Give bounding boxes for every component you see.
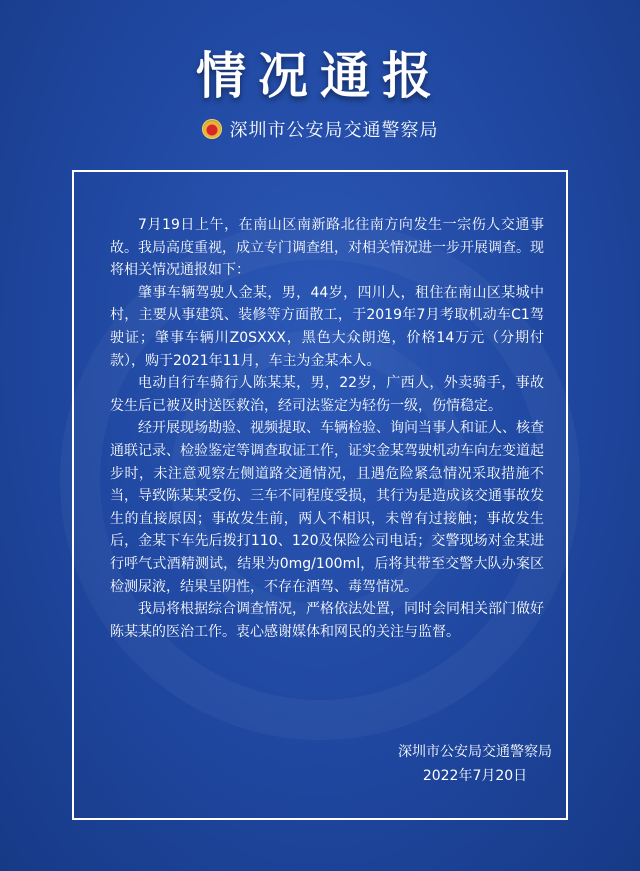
paragraph-5: 我局将根据综合调查情况，严格依法处置，同时会同相关部门做好陈某某的医治工作。衷心感谢媒体和网民的关注与监督。 bbox=[110, 601, 544, 640]
notice-title: 情况通报 bbox=[196, 46, 444, 105]
paragraph-2: 肇事车辆驾驶人金某，男，44岁，四川人，租住在南山区某城中村，主要从事建筑、装修等方面散工，于2019年7月考取机动车C1驾驶证；肇事车辆川Z0SXXX，黑色大众朗逸，价格14万元（分期付款），购于2021年11月，车主为金某本人。 bbox=[110, 284, 544, 369]
issuer-line bbox=[0, 116, 640, 142]
notice-body bbox=[110, 214, 544, 643]
paragraph-3: 电动自行车骑行人陈某某，男，22岁，广西人，外卖骑手，事故发生后已被及时送医救治，经司法鉴定为轻伤一级，伤情稳定。 bbox=[110, 375, 544, 414]
paragraph-1: 7月19日上午，在南山区南新路北往南方向发生一宗伤人交通事故。我局高度重视，成立专门调查组，对相关情况进一步开展调查。现将相关情况通报如下： bbox=[110, 217, 544, 279]
signature-block bbox=[398, 740, 552, 788]
police-emblem-icon bbox=[202, 119, 222, 139]
signature-organization: 深圳市公安局交通警察局 bbox=[398, 744, 552, 760]
signature-date: 2022年7月20日 bbox=[422, 768, 528, 784]
paragraph-4: 经开展现场勘验、视频提取、车辆检验、询问当事人和证人、核查通联记录、检验鉴定等调查取证工作，证实金某驾驶机动车向左变道起步时，未注意观察左侧道路交通情况，且遇危险紧急情况采取措施不当，导致陈某某受伤、三车不同程度受损，其行为是造成该交通事故发生的直接原因；事故发生前，两人不相识，未曾有过接触；事故发生后，金某下车先后拨打110、120及保险公司电话；交警现场对金某进行呼气式酒精测试，结果为0mg/100ml，后将其带至交警大队办案区检测尿液，结果呈阴性，不存在酒驾、毒驾情况。 bbox=[110, 420, 544, 595]
issuer-name: 深圳市公安局交通警察局 bbox=[229, 120, 439, 141]
